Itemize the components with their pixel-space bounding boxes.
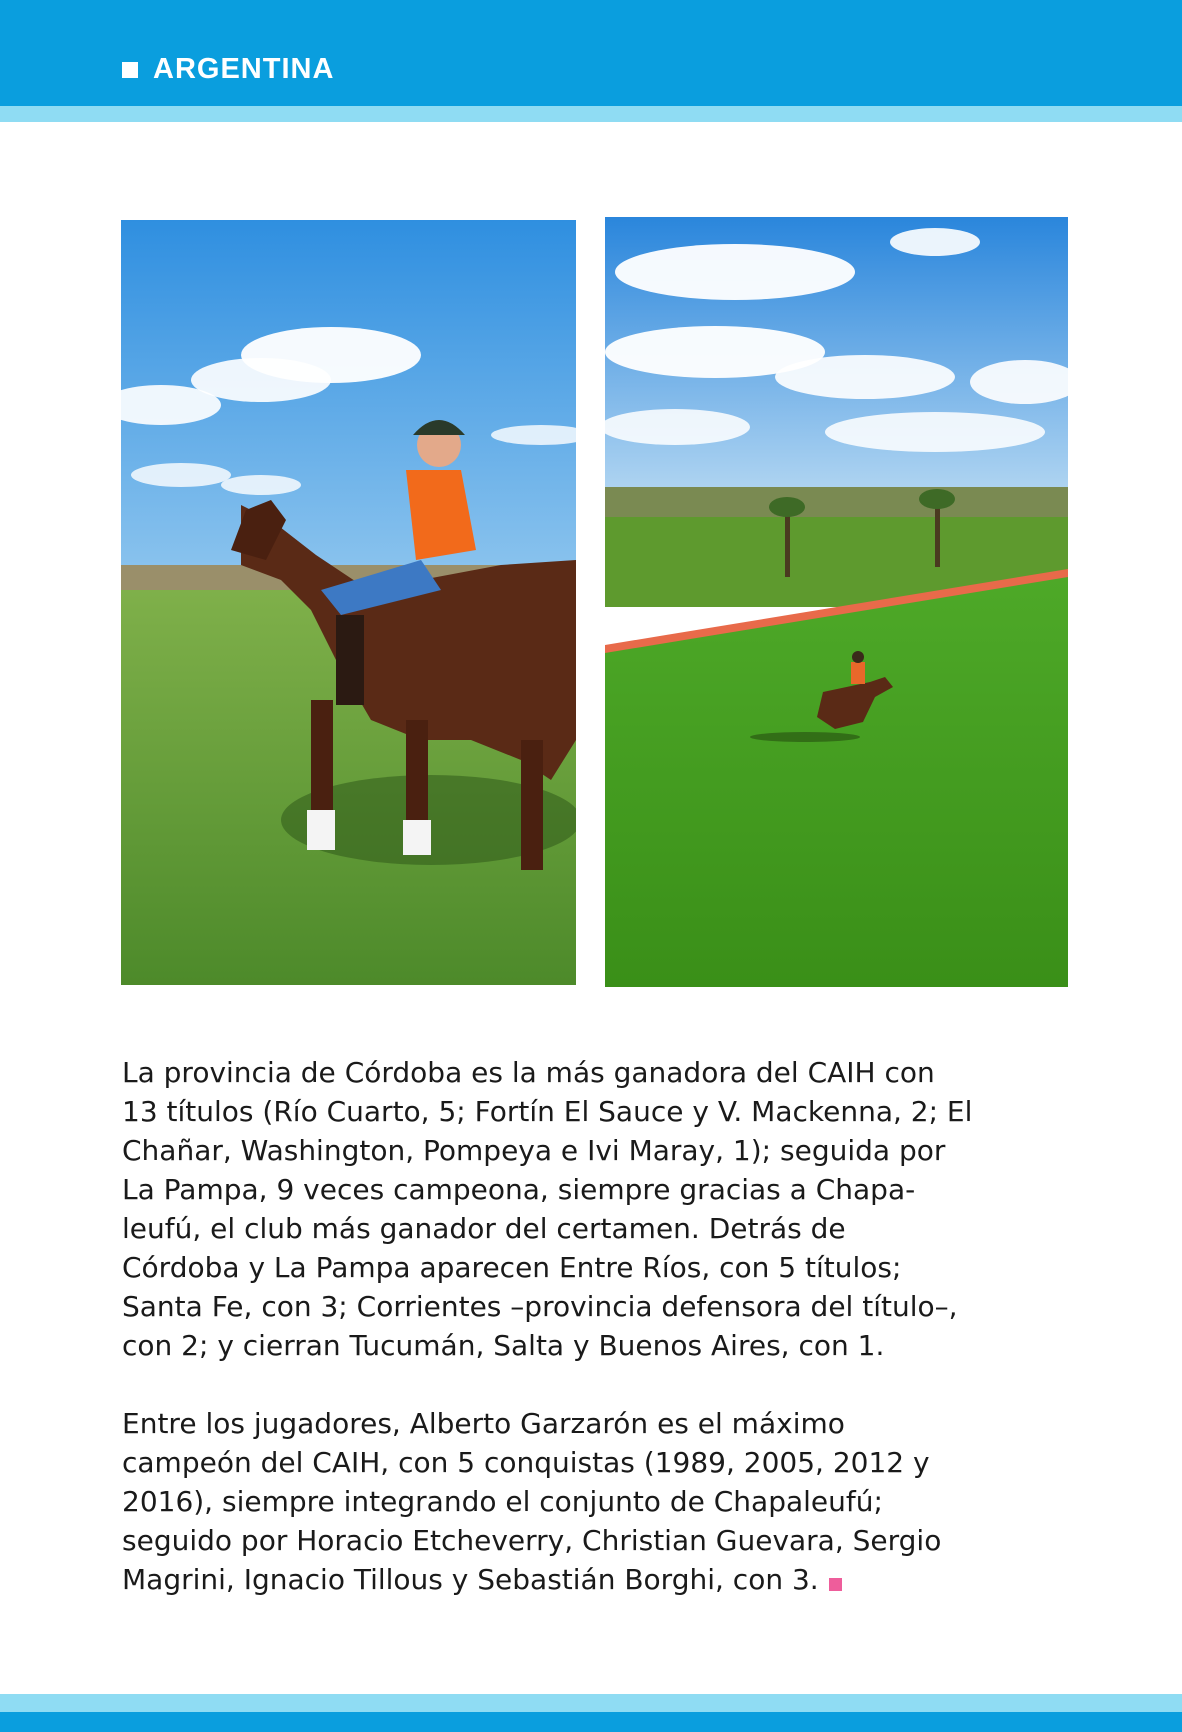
article-paragraph-1: La provincia de Córdoba es la más ganadora del CAIH con 13 títulos (Río Cuarto, 5; Fortín El Sauce y V. Mackenna, 2; El Chañar, Washington, Pompeya e Ivi Maray, 1); seguida por La Pampa, 9 veces campeona, siempre gracias a Chapa- leufú, el club más ganador del certamen. Detrás de Córdoba y La Pampa aparecen Entre Ríos, con 5 títulos; Santa Fe, con 3; Corrientes –provincia defensora del título–, con 2; y cierran Tucumán, Salta y Buenos Aires, con 1. bbox=[122, 1056, 973, 1362]
polo-field-rider-photo bbox=[605, 217, 1068, 987]
header-stripe bbox=[0, 106, 1182, 122]
end-of-article-icon bbox=[829, 1578, 842, 1591]
footer-bar bbox=[0, 1712, 1182, 1732]
section-marker-icon bbox=[122, 62, 138, 78]
footer-stripe bbox=[0, 1694, 1182, 1712]
section-label: ARGENTINA bbox=[153, 53, 335, 85]
article-paragraph-2: Entre los jugadores, Alberto Garzarón es el máximo campeón del CAIH, con 5 conquistas (1989, 2005, 2012 y 2016), siempre integrando el conjunto de Chapaleufú; seguido por Horacio Etcheverry, Christian Guevara, Sergio Magrini, Ignacio Tillous y Sebastián Borghi, con 3. bbox=[122, 1407, 942, 1596]
rider-on-horse-photo bbox=[121, 220, 576, 985]
